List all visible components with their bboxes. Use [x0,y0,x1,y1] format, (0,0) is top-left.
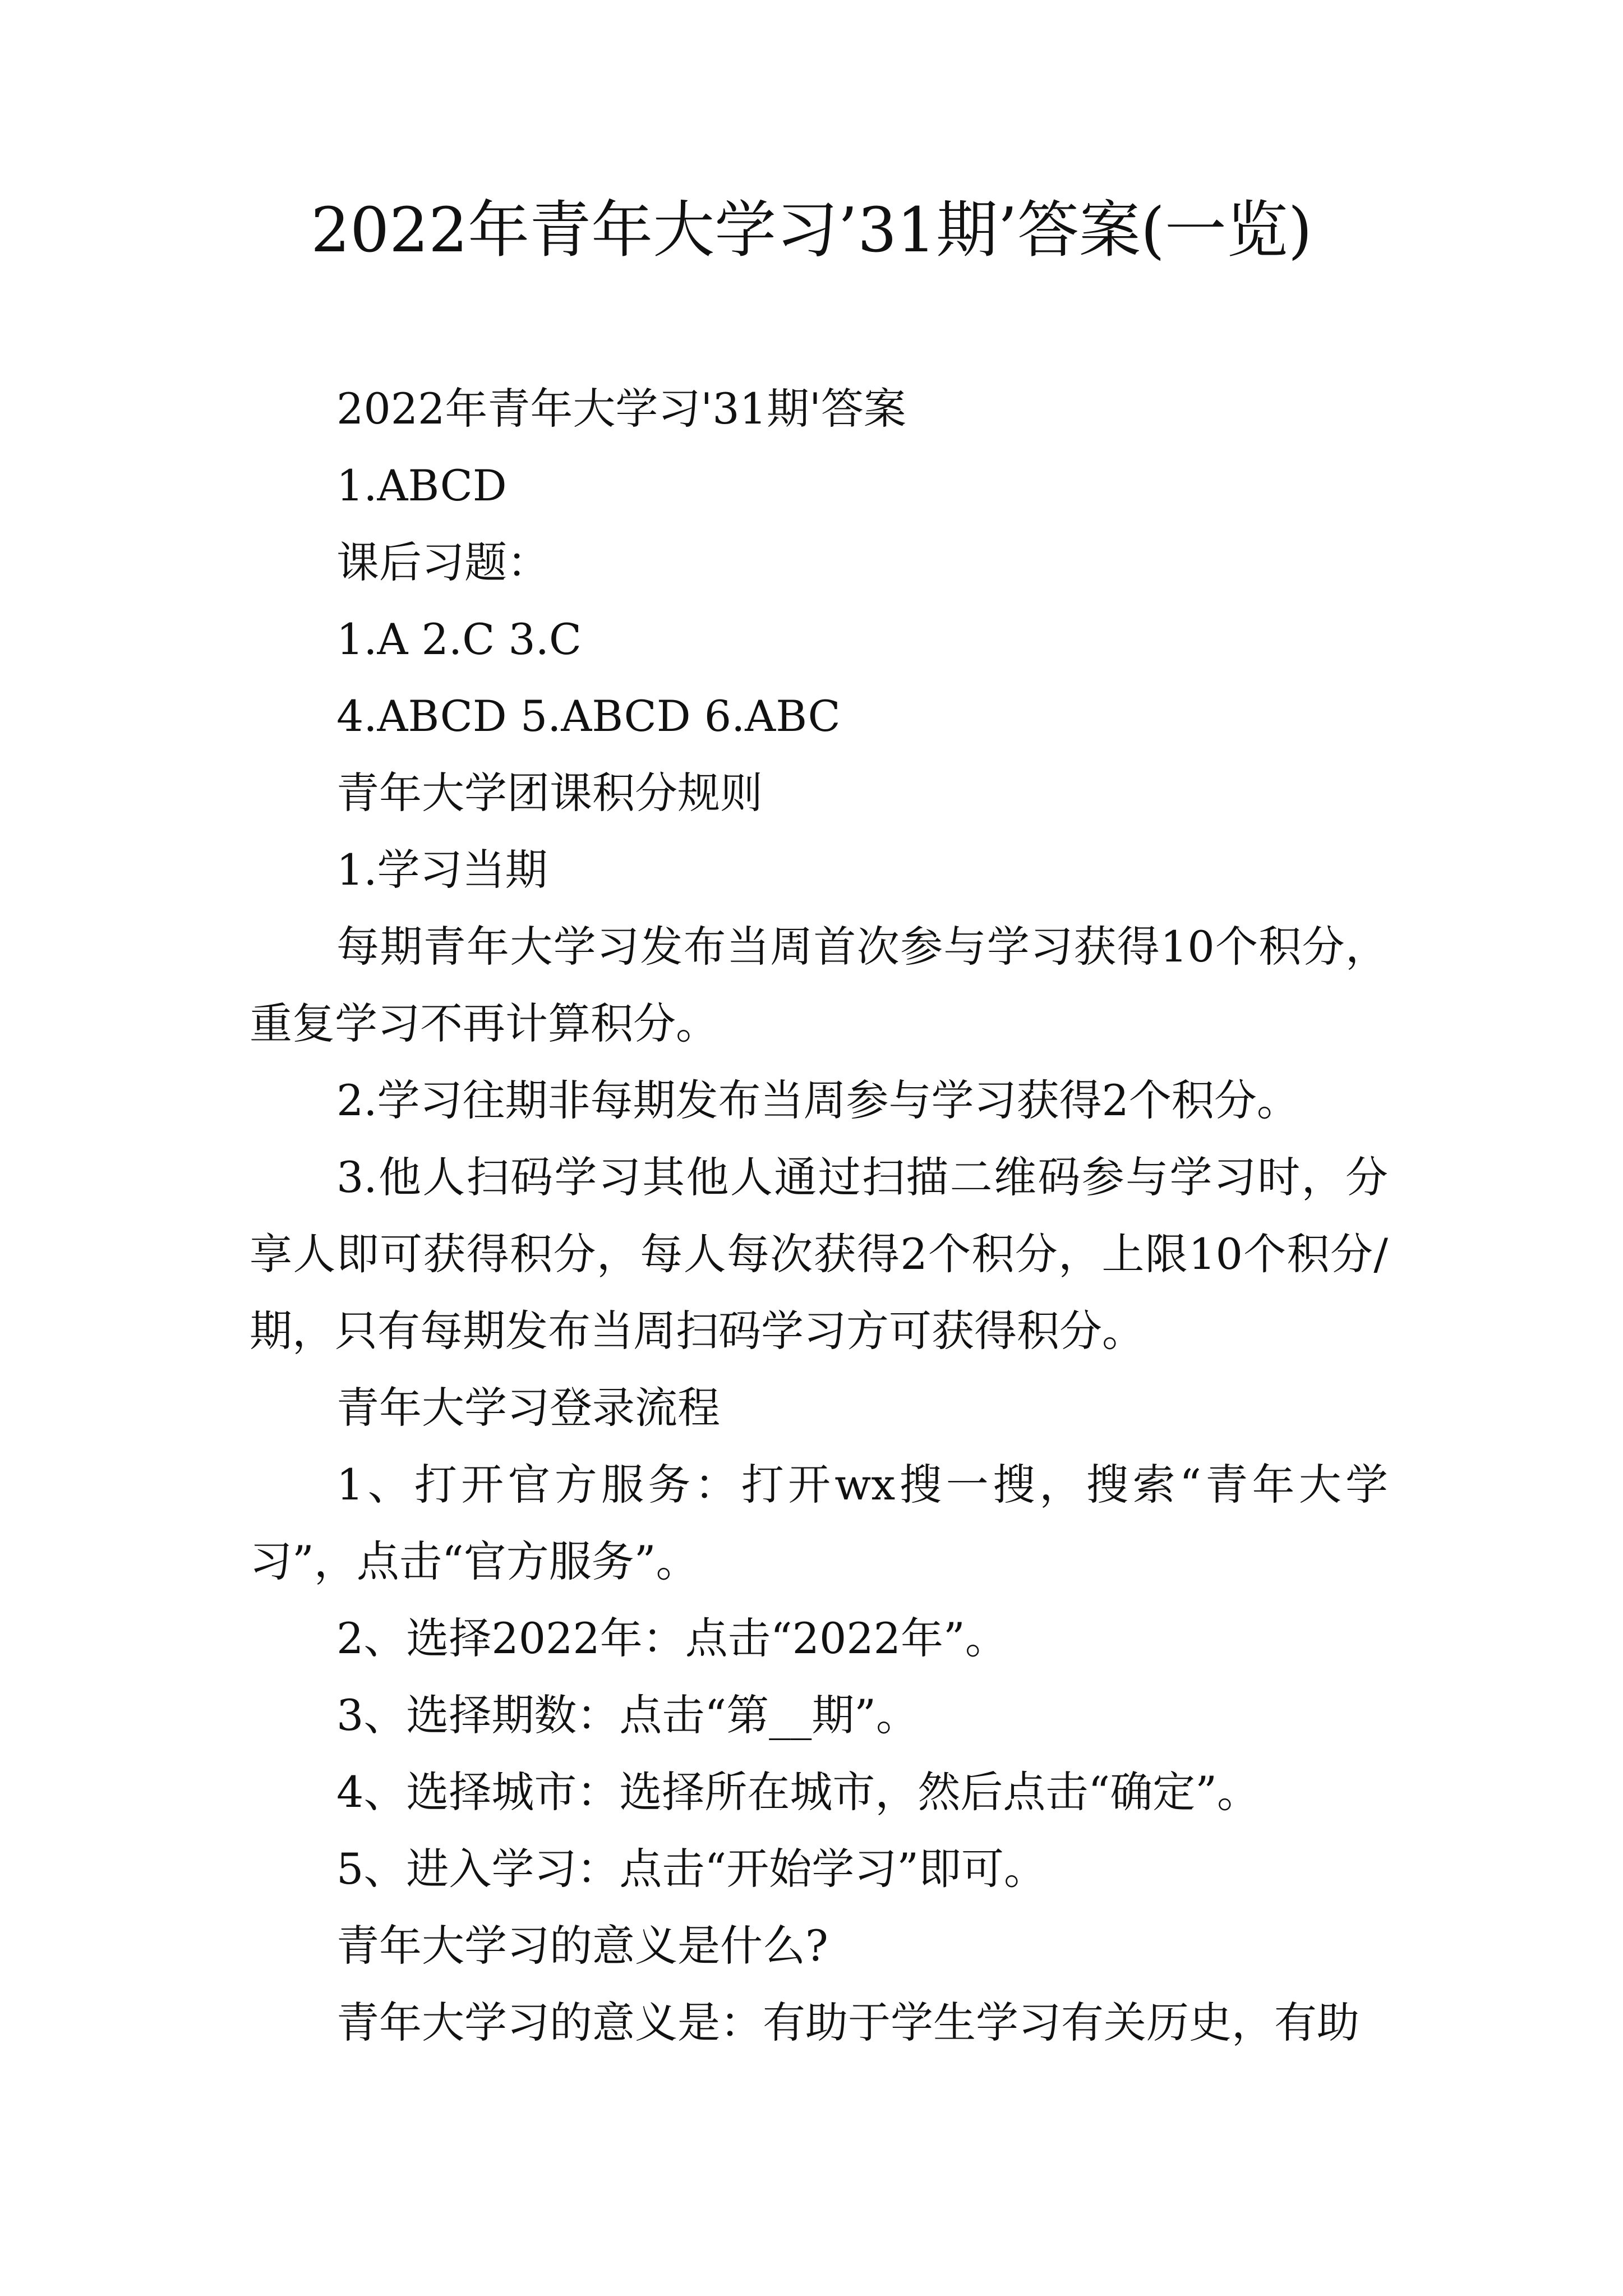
paragraph-login-step-2: 2、选择2022年：点击“2022年”。 [336,1613,1008,1663]
paragraph-login-step-1: 1、打开官方服务：打开wx搜一搜，搜索“青年大学习”，点击“官方服务”。 [250,1460,1388,1586]
paragraph-meaning-question: 青年大学习的意义是什么? [336,1921,828,1971]
paragraph-answers-heading: 2022年青年大学习'31期'答案 [336,384,906,434]
paragraph-exercises-4-6: 4.ABCD 5.ABCD 6.ABC [336,691,841,741]
paragraph-rule-1-title: 1.学习当期 [336,845,548,895]
paragraph-rule-1-body: 每期青年大学习发布当周首次参与学习获得10个积分，重复学习不再计算积分。 [250,922,1388,1048]
paragraph-login-step-4: 4、选择城市：选择所在城市，然后点击“确定”。 [336,1767,1260,1817]
paragraph-points-rules-heading: 青年大学团课积分规则 [336,768,763,818]
paragraph-login-step-3: 3、选择期数：点击“第__期”。 [336,1690,919,1740]
paragraph-answer-1: 1.ABCD [336,461,507,510]
paragraph-login-heading: 青年大学习登录流程 [336,1383,720,1433]
paragraph-login-step-5: 5、进入学习：点击“开始学习”即可。 [336,1844,1047,1894]
paragraph-exercises-1-3: 1.A 2.C 3.C [336,614,582,664]
paragraph-rule-2: 2.学习往期非每期发布当周参与学习获得2个积分。 [336,1075,1299,1125]
document-title: 2022年青年大学习’31期’答案(一览) [311,194,1312,266]
paragraph-rule-3: 3.他人扫码学习其他人通过扫描二维码参与学习时，分享人即可获得积分，每人每次获得2个积分，上限10个积分/期，只有每期发布当周扫码学习方可获得积分。 [250,1152,1388,1356]
paragraph-exercises-heading: 课后习题： [336,537,550,587]
paragraph-meaning-answer: 青年大学习的意义是：有助于学生学习有关历史，有助 [336,1998,1359,2047]
document-body [250,370,1388,2061]
